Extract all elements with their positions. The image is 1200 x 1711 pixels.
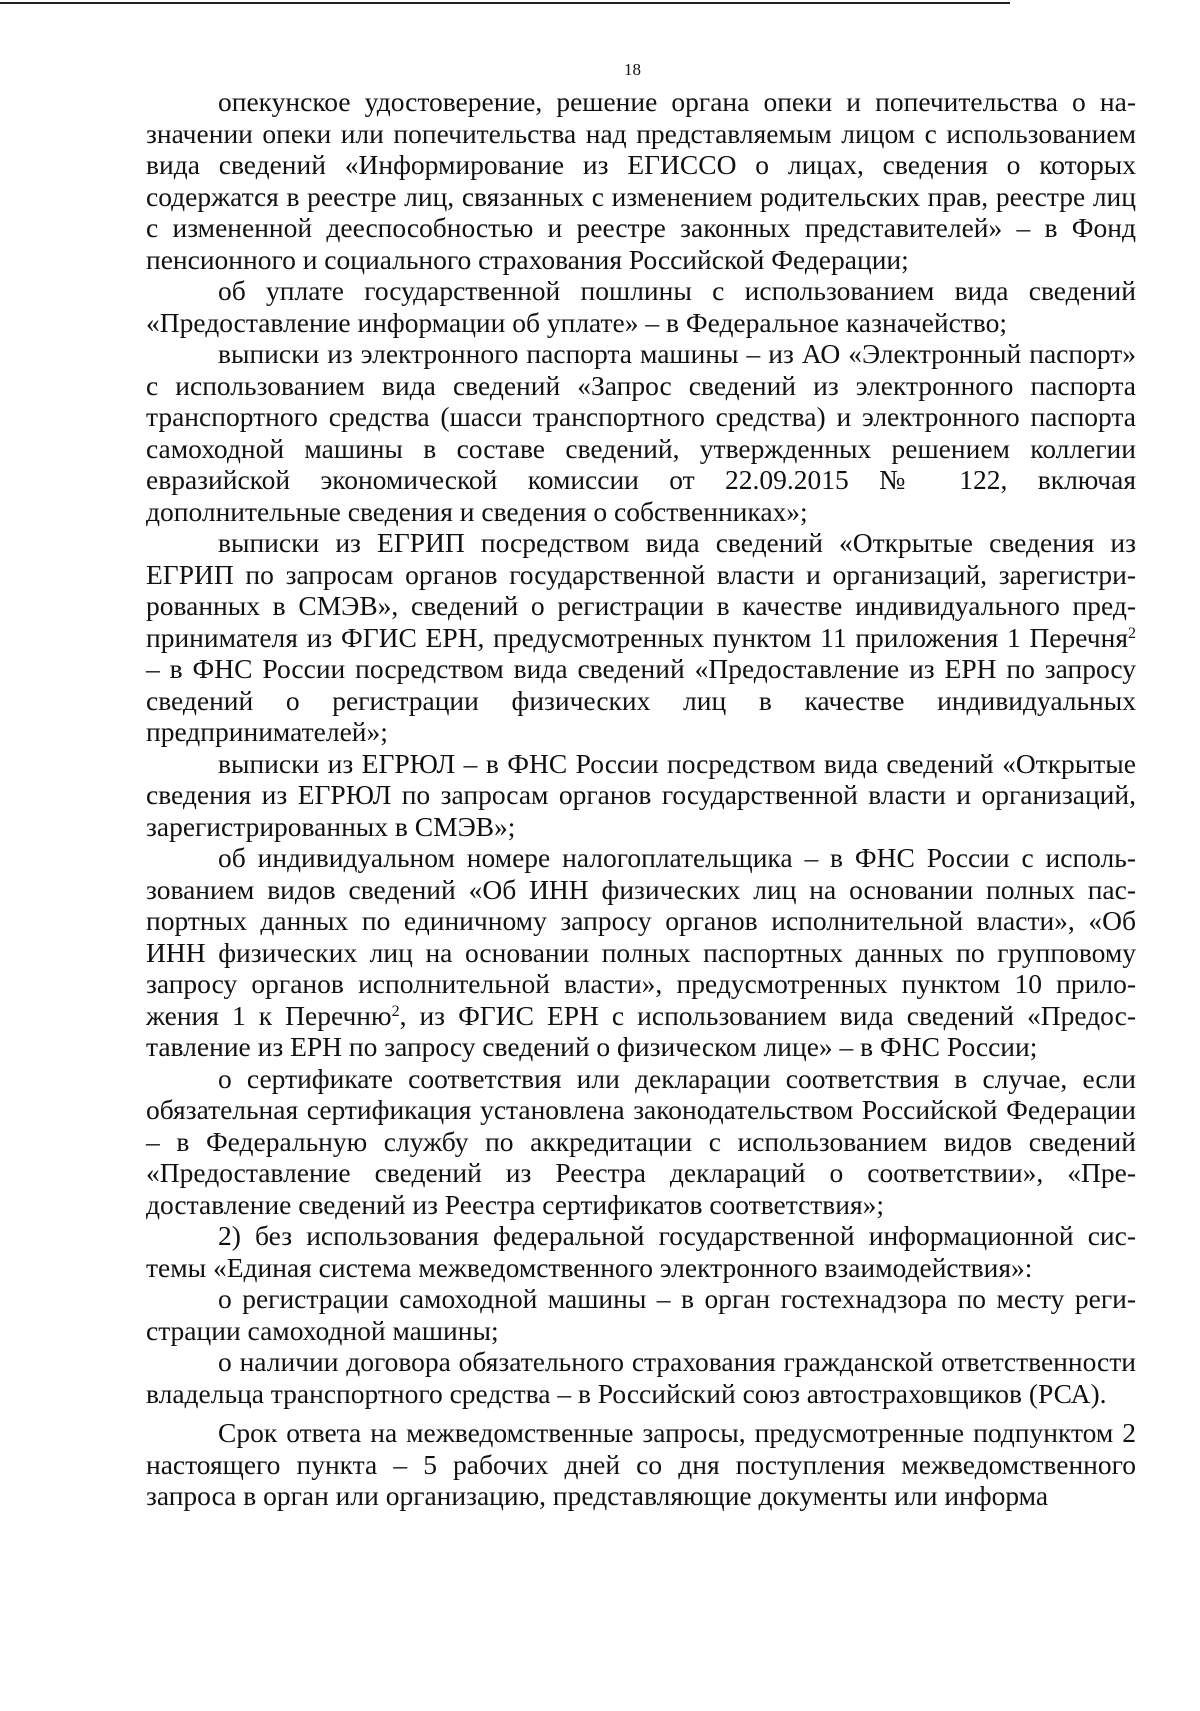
document-body xyxy=(146,86,1136,1512)
footnote-ref: 2 xyxy=(391,1002,400,1020)
footnote-ref: 2 xyxy=(1128,624,1136,642)
paragraph-without-smev: 2) без использования федеральной государственной информационной системы «Единая система межведомственного электронного взаимодействия»: xyxy=(146,1220,1136,1283)
page-number: 18 xyxy=(624,60,641,79)
paragraph-taxpayer-number xyxy=(146,842,1136,1063)
paragraph-guardianship-certificate: опекунское удостоверение, решение органа опеки и попечительства о назначении опеки или попечительства над представляемым лицом с использованием вида сведений «Информирование из ЕГИССО о лицах, сведения о которых содержатся в реестре лиц, связанных с изменением родительских прав, реестре лиц с измененной дееспособностью и реестре законных представителей» – в Фонд пенсионного и социального страхования Российской Федерации; xyxy=(146,86,1136,275)
paragraph-text: , из ФГИС ЕРН с использованием вида сведений «Предоставление из ЕРН по запросу сведений о физическом лице» – в ФНС России; xyxy=(146,999,1136,1062)
paragraph-text: выписки из ЕГРИП посредством вида сведений «Открытые сведения из ЕГРИП по запросам органов государственной власти и организаций, зарегистрированных в СМЭВ», сведений о регистрации в качестве индивидуального предпринимателя из ФГИС ЕРН, предусмотренных пунктом 11 приложения 1 Перечня xyxy=(146,527,1136,653)
paragraph-electronic-passport: выписки из электронного паспорта машины – из АО «Электронный паспорт» с использованием вида сведений «Запрос сведений из электронного паспорта транспортного средства (шасси транспортного средства) и электронного паспорта самоходной машины в составе сведений, утвержденных решением коллегии евразийской экономической комиссии от 22.09.2015 № 122, включая дополнительные сведения и сведения о собственниках»; xyxy=(146,338,1136,527)
paragraph-state-duty-payment: об уплате государственной пошлины с использованием вида сведений «Предоставление информации об уплате» – в Федеральное казначейство; xyxy=(146,275,1136,338)
paragraph-text: – в ФНС России посредством вида сведений «Предоставление из ЕРН по запросу сведений о регистрации физических лиц в качестве индивидуальных предпринимателей»; xyxy=(146,653,1136,747)
paragraph-conformity-certificate: о сертификате соответствия или декларации соответствия в случае, если обязательная сертификация установлена законодательством Российской Федерации – в Федеральную службу по аккредитации с использованием видов сведений «Предоставление сведений из Реестра деклараций о соответствии», «Предоставление сведений из Реестра сертификатов соответствия»; xyxy=(146,1062,1136,1220)
paragraph-text: об индивидуальном номере налогоплательщика – в ФНС России с использованием видов сведений «Об ИНН физических лиц на основании полных паспортных данных по единичному запросу органов исполнительной власти», «Об ИНН физических лиц на основании полных паспортных данных по групповому запросу органов исполнительной власти», предусмотренных пунктом 10 приложения 1 к Перечню xyxy=(146,842,1136,1031)
page-top-rule xyxy=(0,2,1010,4)
paragraph-response-deadline: Срок ответа на межведомственные запросы, предусмотренные подпунктом 2 настоящего пункта – 5 рабочих дней со дня поступления межведомственного запроса в орган или организацию, представляющие документы или информа xyxy=(146,1417,1136,1511)
paragraph-machine-registration: о регистрации самоходной машины – в орган гостехнадзора по месту регистрации самоходной машины; xyxy=(146,1283,1136,1346)
paragraph-egrip-extract xyxy=(146,527,1136,748)
paragraph-insurance-contract: о наличии договора обязательного страхования гражданской ответственности владельца транспортного средства – в Российский союз автостраховщиков (РСА). xyxy=(146,1346,1136,1409)
paragraph-egrul-extract: выписки из ЕГРЮЛ – в ФНС России посредством вида сведений «Открытые сведения из ЕГРЮЛ по запросам органов государственной власти и организаций, зарегистрированных в СМЭВ»; xyxy=(146,747,1136,842)
